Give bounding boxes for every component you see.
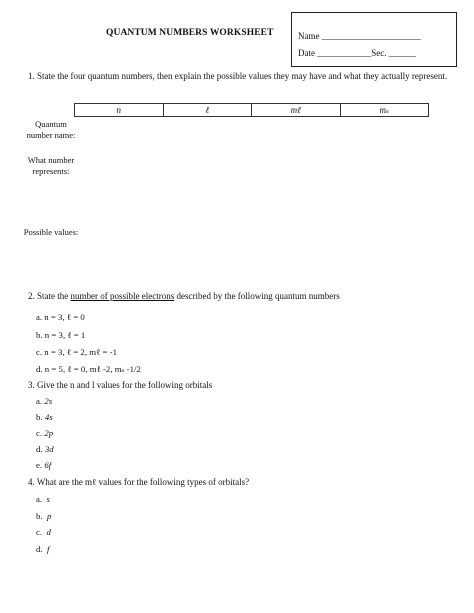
column-header-ml: mℓ xyxy=(252,104,341,116)
question-2-item-b: b. n = 3, ℓ = 1 xyxy=(36,330,86,340)
date-section-line[interactable]: Date ____________Sec. ______ xyxy=(298,48,416,58)
orbital-label: 2s xyxy=(44,396,53,406)
name-field-line[interactable]: Name ______________________ xyxy=(298,31,421,41)
row-label-possible-values: Possible values: xyxy=(23,227,79,237)
question-3-item-e xyxy=(36,460,51,470)
question-3-item-b xyxy=(36,412,53,422)
row-label-quantum-number-name: Quantum number name: xyxy=(26,119,76,140)
question-2-underlined-phrase: number of possible electrons xyxy=(70,291,175,301)
item-letter: e. xyxy=(36,460,43,470)
orbital-type: s xyxy=(46,494,50,504)
item-letter: c. xyxy=(36,428,43,438)
orbital-label: 3d xyxy=(44,444,54,454)
question-4-item-c xyxy=(36,527,51,537)
orbital-label: 4s xyxy=(44,412,53,422)
question-3-text: 3. Give the n and l values for the following orbitals xyxy=(28,380,213,390)
question-3-item-d xyxy=(36,444,54,454)
question-4-item-b xyxy=(36,511,51,521)
column-header-l: ℓ xyxy=(164,104,253,116)
question-3-item-c xyxy=(36,428,53,438)
column-header-n: n xyxy=(75,104,164,116)
item-letter: c. xyxy=(36,527,43,537)
item-letter: b. xyxy=(36,412,43,422)
question-1-text: 1. State the four quantum numbers, then explain the possible values they may have and what they actually represent. xyxy=(28,71,448,81)
orbital-label: 2p xyxy=(44,428,54,438)
column-header-ms: mₛ xyxy=(379,105,390,115)
question-4-item-a xyxy=(36,494,50,504)
question-4-item-d xyxy=(36,544,49,554)
quantum-number-table-header xyxy=(74,103,429,117)
question-2-text xyxy=(28,291,340,301)
question-2-item-a: a. n = 3, ℓ = 0 xyxy=(36,312,85,322)
question-4-text: 4. What are the mℓ values for the following types of orbitals? xyxy=(28,477,250,487)
name-date-box xyxy=(291,12,457,67)
orbital-type: p xyxy=(47,511,52,521)
item-letter: a. xyxy=(36,396,43,406)
question-2-prefix: 2. State the xyxy=(28,291,71,301)
row-label-what-number-represents: What number represents: xyxy=(27,155,75,176)
item-letter: d. xyxy=(36,544,43,554)
question-2-item-d: d. n = 5, ℓ = 0, mℓ -2, mₛ -1/2 xyxy=(36,364,141,374)
question-3-item-a xyxy=(36,396,52,406)
item-letter: d. xyxy=(36,444,43,454)
orbital-type: d xyxy=(46,527,51,537)
orbital-label: 6f xyxy=(44,460,52,470)
worksheet-title: QUANTUM NUMBERS WORKSHEET xyxy=(106,28,274,38)
item-letter: a. xyxy=(36,494,43,504)
item-letter: b. xyxy=(36,511,43,521)
orbital-type: f xyxy=(47,544,50,554)
question-2-suffix: described by the following quantum numbers xyxy=(174,291,340,301)
question-2-item-c: c. n = 3, ℓ = 2, mℓ = -1 xyxy=(36,347,117,357)
